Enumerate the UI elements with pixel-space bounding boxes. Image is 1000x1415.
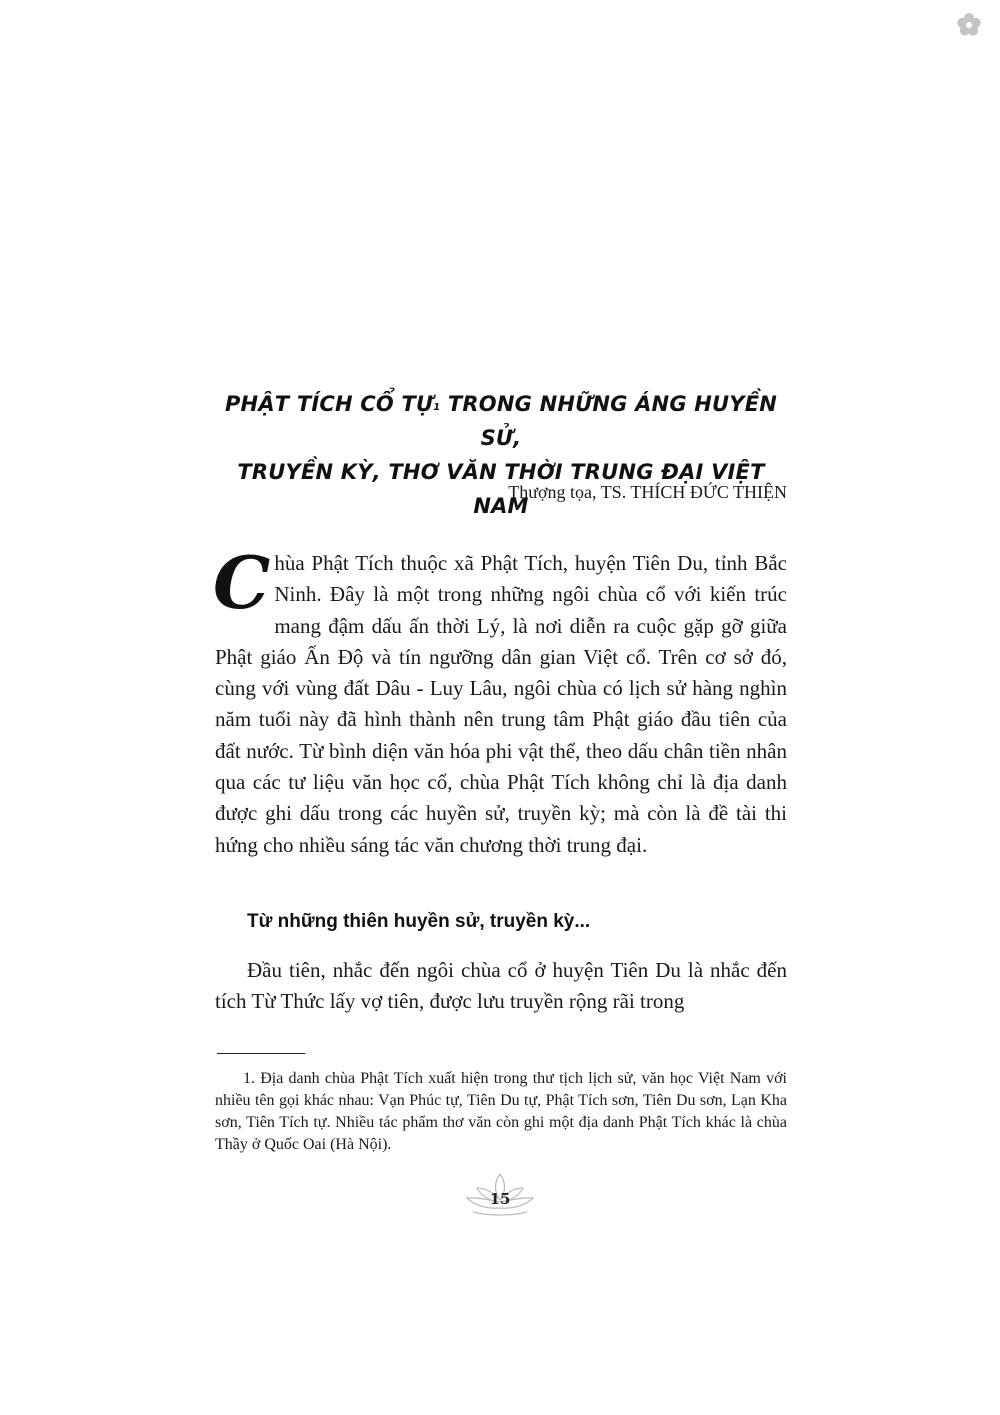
section-heading: Từ những thiên huyền sử, truyền kỳ... [247, 911, 591, 932]
chapter-title-line-2: TRUYỀN KỲ, THƠ VĂN THỜI TRUNG ĐẠI VIỆT NAM [237, 460, 765, 518]
footnote-divider [217, 1053, 305, 1054]
intro-paragraph [213, 540, 787, 861]
drop-cap: C [213, 540, 271, 625]
author-byline: Thượng tọa, TS. THÍCH ĐỨC THIỆN [508, 482, 787, 502]
body-paragraph: Đầu tiên, nhắc đến ngôi chùa cổ ở huyện Tiên Du là nhắc đến tích Từ Thức lấy vợ tiên, được lưu truyền rộng rãi trong [215, 958, 787, 1014]
chapter-title-line-1: PHẬT TÍCH CỔ TỰ$^1$ TRONG NHỮNG ÁNG HUYỀN SỬ, [224, 392, 778, 450]
page-number: 15 [489, 1190, 511, 1208]
intro-paragraph-text: hùa Phật Tích thuộc xã Phật Tích, huyện Tiên Du, tỉnh Bắc Ninh. Đây là một trong những ngôi chùa cổ với kiến trúc mang đậm dấu ấn thời Lý, là nơi diễn ra cuộc gặp gỡ giữa Phật giáo Ấn Độ và tín ngưỡng dân gian Việt cổ. Trên cơ sở đó, cùng với vùng đất Dâu - Luy Lâu, ngôi chùa có lịch sử hàng nghìn năm tuổi này đã hình thành nên trung tâm Phật giáo đầu tiên của đất nước. Từ bình diện văn hóa phi vật thể, theo dấu chân tiền nhân qua các tư liệu văn học cổ, chùa Phật Tích không chỉ là địa danh được ghi dấu trong các huyền sử, truyền kỳ; mà còn là đề tài thi hứng cho nhiều sáng tác văn chương thời trung đại. [215, 551, 787, 857]
footnote-mark: 1 [433, 402, 441, 413]
lotus-flower-icon [956, 12, 982, 38]
footnote: 1. Địa danh chùa Phật Tích xuất hiện trong thư tịch lịch sử, văn học Việt Nam với nhiều tên gọi khác nhau: Vạn Phúc tự, Tiên Du tự, Phật Tích sơn, Tiên Du sơn, Lạn Kha sơn, Tiên Tích tự. Nhiều tác phẩm thơ văn còn ghi một địa danh Phật Tích khác là chùa Thầy ở Quốc Oai (Hà Nội). [215, 1070, 787, 1153]
